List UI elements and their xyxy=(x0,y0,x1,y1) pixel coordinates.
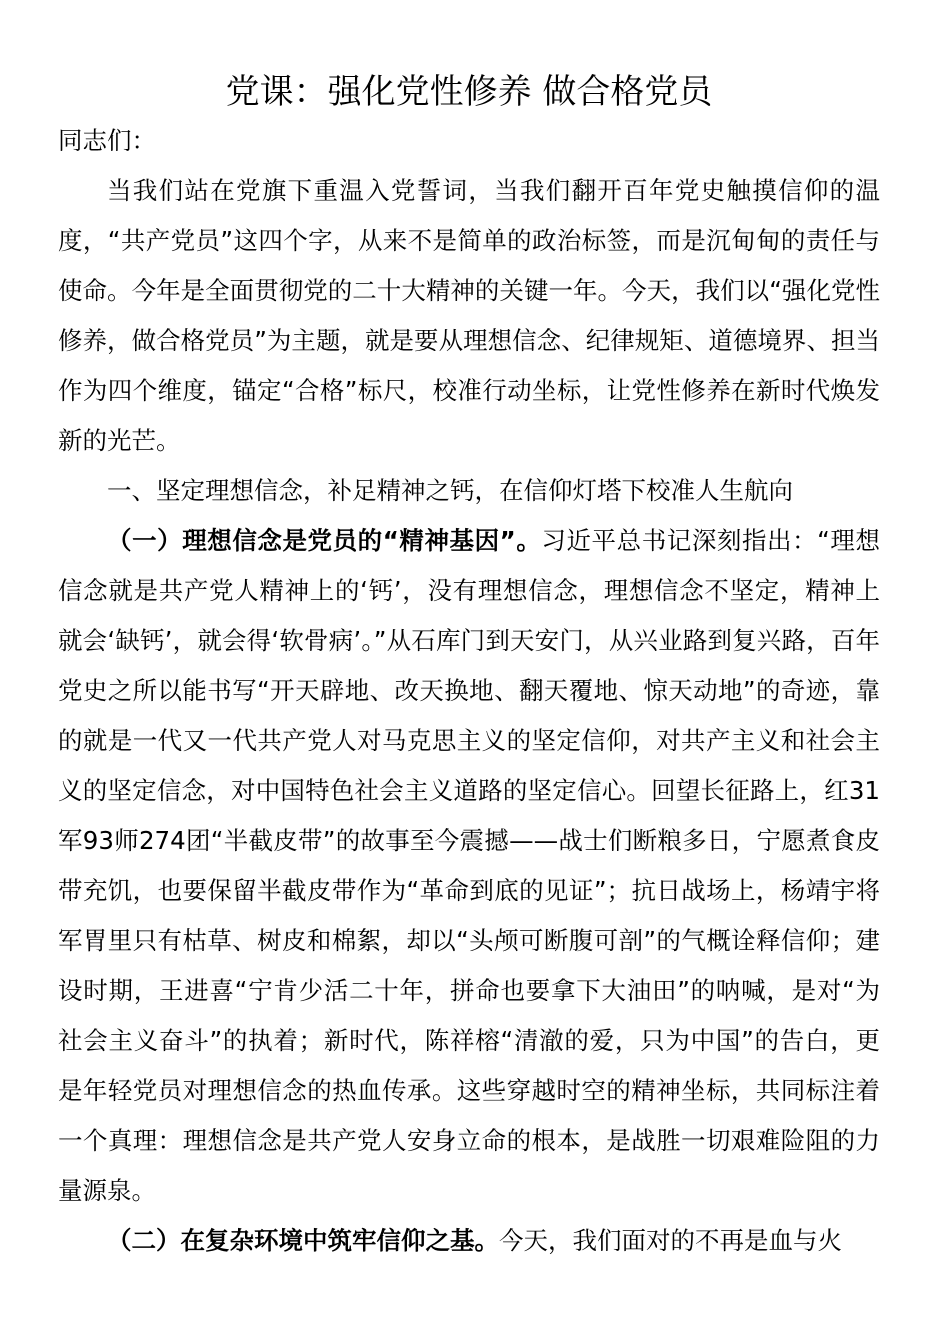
subsection-2-body: 今天，我们面对的不再是血与火 xyxy=(499,1226,842,1255)
subsection-2-paragraph xyxy=(58,1216,880,1266)
document-title: 党课：强化党性修养 做合格党员 xyxy=(225,72,713,112)
subsection-2-heading: （二）在复杂环境中筑牢信仰之基。 xyxy=(107,1226,499,1255)
intro-paragraph: 当我们站在党旗下重温入党誓词，当我们翻开百年党史触摸信仰的温度，“共产党员”这四个字，从来不是简单的政治标签，而是沉甸甸的责任与使命。今年是全面贯彻党的二十大精神的关键一年。今天，我们以“强化党性修养，做合格党员”为主题，就是要从理想信念、纪律规矩、道德境界、担当作为四个维度，锚定“合格”标尺，校准行动坐标，让党性修养在新时代焕发新的光芒。 xyxy=(58,176,880,455)
document-page xyxy=(58,0,880,1266)
subsection-1-body: 习近平总书记深刻指出：“理想信念就是共产党人精神上的‘钙’，没有理想信念，理想信念不坚定，精神上就会‘缺钙’，就会得‘软骨病’。”从石库门到天安门，从兴业路到复兴路，百年党史之所以能书写“开天辟地、改天换地、翻天覆地、惊天动地”的奇迹，靠的就是一代又一代共产党人对马克思主义的坚定信仰，对共产主义和社会主义的坚定信念，对中国特色社会主义道路的坚定信心。回望长征路上，红31军93师274团“半截皮带”的故事至今震撼——战士们断粮多日，宁愿煮食皮带充饥，也要保留半截皮带作为“革命到底的见证”；抗日战场上，杨靖宇将军胃里只有枯草、树皮和棉絮，却以“头颅可断腹可剖”的气概诠释信仰；建设时期，王进喜“宁肯少活二十年，拼命也要拿下大油田”的呐喊，是对“为社会主义奋斗”的执着；新时代，陈祥榕“清澈的爱，只为中国”的告白，更是年轻党员对理想信念的热血传承。这些穿越时空的精神坐标，共同标注着一个真理：理想信念是共产党人安身立命的根本，是战胜一切艰难险阻的力量源泉。 xyxy=(58,526,880,1205)
salutation: 同志们： xyxy=(58,126,156,155)
subsection-1-heading: （一）理想信念是党员的“精神基因”。 xyxy=(107,526,542,555)
subsection-1-paragraph xyxy=(58,516,880,1216)
section-heading-1: 一、坚定理想信念，补足精神之钙，在信仰灯塔下校准人生航向 xyxy=(107,476,793,505)
